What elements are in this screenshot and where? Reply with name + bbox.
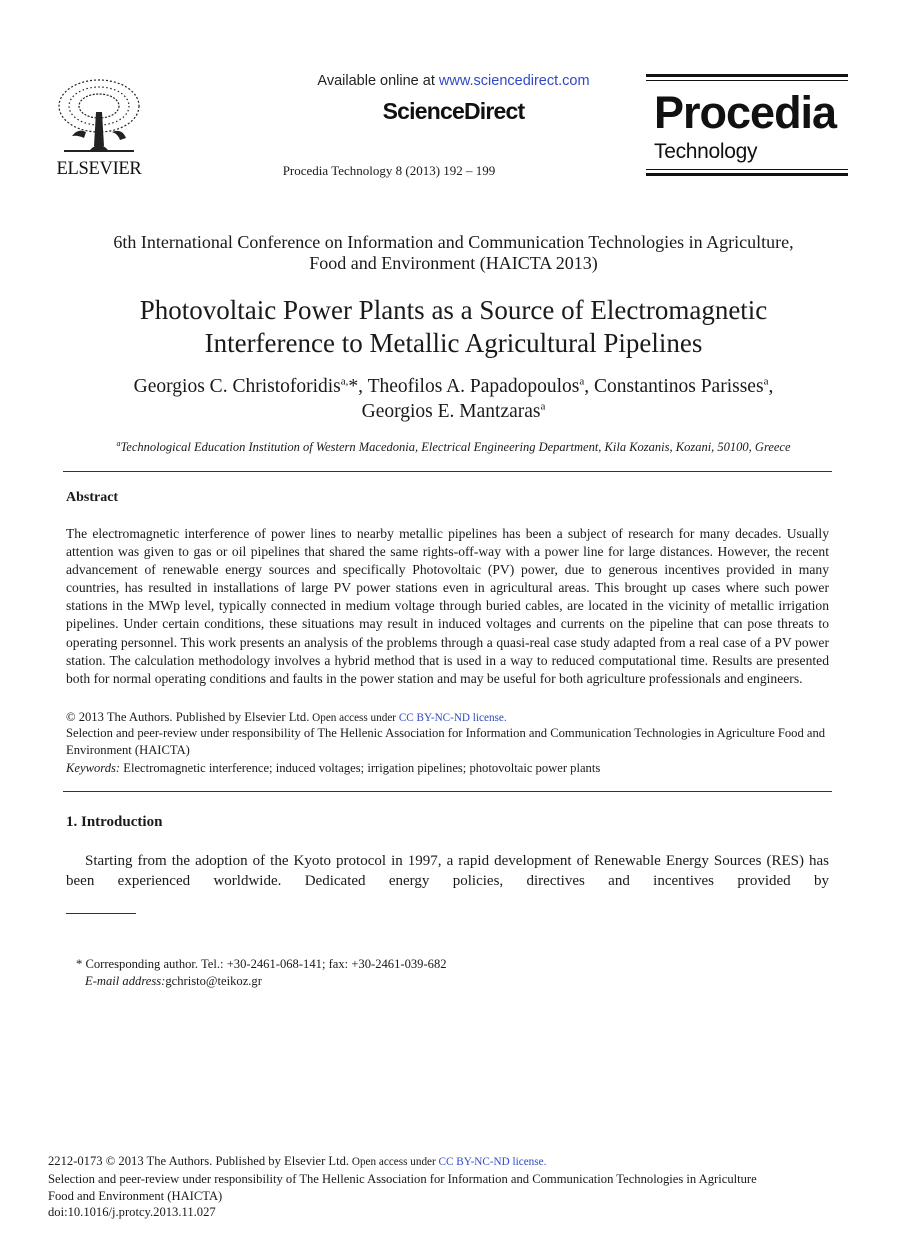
footnote-star: * — [76, 957, 83, 971]
paper-title-line-2: Interference to Metallic Agricultural Pipelines — [204, 328, 703, 358]
abstract-heading: Abstract — [66, 490, 119, 505]
peer-review-statement: Selection and peer-review under responsibility of The Hellenic Association for Information and Communication Technologies in Agriculture Food and Environment (HAICTA) — [66, 726, 826, 757]
author-affiliation-mark: a, — [340, 375, 349, 388]
issn-copyright: 2212-0173 © 2013 The Authors. Published by Elsevier Ltd. — [48, 1154, 350, 1168]
procedia-logo — [646, 74, 848, 176]
affiliation — [40, 440, 867, 455]
corresponding-author-mark: * — [348, 376, 359, 397]
author-name: , Constantinos Parisses — [584, 376, 764, 397]
footnote-divider — [66, 913, 136, 914]
procedia-title: Procedia — [654, 87, 837, 138]
peer-review-line: Food and Environment (HAICTA) — [48, 1188, 223, 1203]
author-list: Georgios C. Christoforidis$^{a,}$*, Theofilos A. Papadopoulos$^a$, Constantinos Parisses$^a$, Georgios E. Mantzaras$^a$ — [133, 375, 774, 422]
license-link[interactable]: CC BY-NC-ND license. — [398, 712, 507, 724]
affiliation-text: Technological Education Institution of Western Macedonia, Electrical Engineering Department, Kila Kozanis, Kozani, 50100, Greece — [120, 440, 791, 454]
footnote — [76, 956, 447, 989]
author-affiliation-mark: a — [579, 375, 585, 388]
license-link[interactable]: CC BY-NC-ND license. — [438, 1156, 547, 1168]
author-name: Georgios E. Mantzaras — [361, 401, 541, 422]
keywords — [66, 760, 829, 777]
available-prefix: Available online at — [317, 73, 439, 89]
author-affiliation-mark: a — [763, 375, 769, 388]
open-access-text: Open access under — [349, 1156, 439, 1168]
email-address: gchristo@teikoz.gr — [165, 973, 262, 988]
author-name: , Theofilos A. Papadopoulos — [358, 376, 580, 397]
sciencedirect-wordmark: ScienceDirect — [382, 98, 525, 124]
keywords-text: Electromagnetic interference; induced voltages; irrigation pipelines; photovoltaic power plants — [120, 761, 601, 775]
abstract-text: The electromagnetic interference of power lines to nearby metallic pipelines has been a subject of research for many decades. Usually attention was given to gas or oil pipelines that shared the same rights-off-way with a power line for large distances. However, the recent advancement of renewable energy sources and specifically Photovoltaic (PV) power, due to generous incentives provided in many countries, has resulted in installations of large PV power stations even in agricultural areas. This brought up cases where such power stations in the MWp level, typically connected in medium voltage through buried cables, are located in the vicinity of metallic irrigation pipelines. Under certain conditions, these situations may result in induced voltages and currents on the pipeline that can pose threats to operating personnel. This work presents an analysis of the problems through a quasi-real case study adapted from a real case of a PV power station. The calculation methodology involves a hybrid method that is used in a way to reduced computational time. Results are presented both for normal operating conditions and faults in the power station and may be useful for both agriculture professionals and engineers. — [66, 526, 829, 686]
author-name: Georgios C. Christoforidis — [133, 376, 341, 397]
email-label: E-mail address: — [85, 973, 166, 988]
corresponding-author-info: Corresponding author. Tel.: +30-2461-068-141; fax: +30-2461-039-682 — [82, 957, 447, 971]
divider — [63, 791, 832, 792]
affiliation-mark: a — [116, 438, 121, 448]
keywords-label: Keywords: — [66, 761, 121, 775]
paper-title — [40, 294, 867, 360]
introduction-text: Starting from the adoption of the Kyoto protocol in 1997, a rapid development of Renewable Energy Sources (RES) has been experienced worldwide. Dedicated energy policies, directives and incentives provided by — [66, 853, 829, 889]
peer-review-line: Selection and peer-review under responsibility of The Hellenic Association for Information and Communication Technologies in Agriculture — [48, 1171, 757, 1186]
bottom-publication-info — [48, 1153, 838, 1221]
copyright-line — [66, 709, 829, 727]
doi: doi:10.1016/j.protcy.2013.11.027 — [48, 1205, 216, 1220]
journal-citation: Procedia Technology 8 (2013) 192 – 199 — [282, 163, 496, 178]
section-heading-introduction: 1. Introduction — [66, 814, 163, 830]
paper-title-line-1: Photovoltaic Power Plants as a Source of Electromagnetic — [139, 295, 768, 325]
author-affiliation-mark: a — [540, 400, 546, 413]
conference-name: 6th International Conference on Information and Communication Technologies in Agriculture, Food and Environment (HAICTA 2013) — [113, 232, 794, 273]
sciencedirect-url-link[interactable]: www.sciencedirect.com — [438, 73, 590, 89]
open-access-text: Open access under — [309, 712, 399, 724]
divider — [63, 471, 832, 472]
elsevier-logo — [52, 76, 146, 179]
procedia-subtitle: Technology — [654, 140, 758, 163]
publisher-name: ELSEVIER — [56, 159, 142, 179]
copyright-text: © 2013 The Authors. Published by Elsevier Ltd. — [66, 710, 310, 724]
